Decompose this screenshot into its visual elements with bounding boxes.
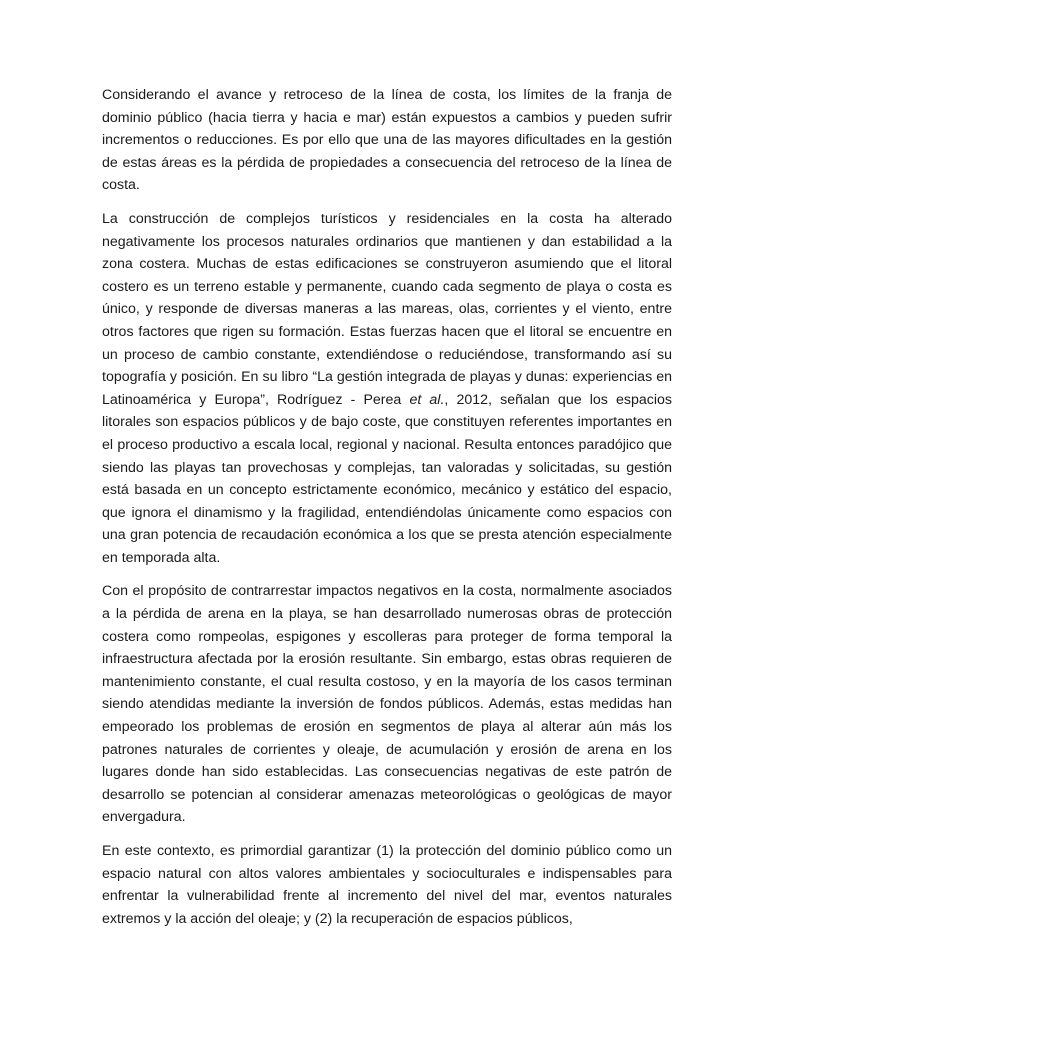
paragraph-3-text: Con el propósito de contrarrestar impactos negativos en la costa, normalmente asociados a la pérdida de arena en la playa, se han desarrollado numerosas obras de protección costera como rompeolas, espigones y escolleras para proteger de forma temporal la infraestructura afectada por la erosión resultante. Sin embargo, estas obras requieren de mantenimiento constante, el cual resulta costoso, y en la mayoría de los casos terminan siendo atendidas mediante la inversión de fondos públicos. Además, estas medidas han empeorado los problemas de erosión en segmentos de playa al alterar aún más los patrones naturales de corrientes y oleaje, de acumulación y erosión de arena en los lugares donde han sido establecidas. Las consecuencias negativas de este patrón de desarrollo se potencian al considerar amenazas meteorológicas o geológicas de mayor envergadura. <box>102 583 672 826</box>
paragraph-2 <box>102 208 672 570</box>
paragraph-2-text-end: , 2012, señalan que los espacios litorales son espacios públicos y de bajo coste, que constituyen referentes importantes en el proceso productivo a escala local, regional y nacional. Resulta entonces paradójico que siendo las playas tan provechosas y complejas, tan valoradas y solicitadas, su gestión está basada en un concepto estrictamente económico, mecánico y estático del espacio, que ignora el dinamismo y la fragilidad, entendiéndolas únicamente como espacios con una gran potencia de recaudación económica a los que se presta atención especialmente en temporada alta. <box>102 391 672 566</box>
paragraph-2-text-start: La construcción de complejos turísticos y residenciales en la costa ha alterado negativamente los procesos naturales ordinarios que mantienen y dan estabilidad a la zona costera. Muchas de estas edificaciones se construyeron asumiendo que el litoral costero es un terreno estable y permanente, cuando cada segmento de playa o costa es único, y responde de diversas maneras a las mareas, olas, corrientes y el viento, entre otros factores que rigen su formación. Estas fuerzas hacen que el litoral se encuentre en un proceso de cambio constante, extendiéndose o reduciéndose, transformando así su topografía y posición. En su libro “La gestión integrada de playas y dunas: experiencias en Latinoamérica y Europa”, Rodríguez - Perea <box>102 210 672 408</box>
document-page <box>102 84 672 930</box>
paragraph-1-text: Considerando el avance y retroceso de la línea de costa, los límites de la franja de dominio público (hacia tierra y hacia e mar) están expuestos a cambios y pueden sufrir incrementos o reducciones. Es por ello que una de las mayores dificultades en la gestión de estas áreas es la pérdida de propiedades a consecuencia del retroceso de la línea de costa. <box>102 87 672 194</box>
paragraph-4-text: En este contexto, es primordial garantizar (1) la protección del dominio público como un espacio natural con altos valores ambientales y socioculturales e indispensables para enfrentar la vulnerabilidad frente al incremento del nivel del mar, eventos naturales extremos y la acción del oleaje; y (2) la recuperación de espacios públicos, <box>102 843 672 927</box>
paragraph-2-italic-citation: et al. <box>409 391 445 408</box>
paragraph-4 <box>102 840 672 930</box>
paragraph-3 <box>102 580 672 829</box>
paragraph-1 <box>102 84 672 197</box>
